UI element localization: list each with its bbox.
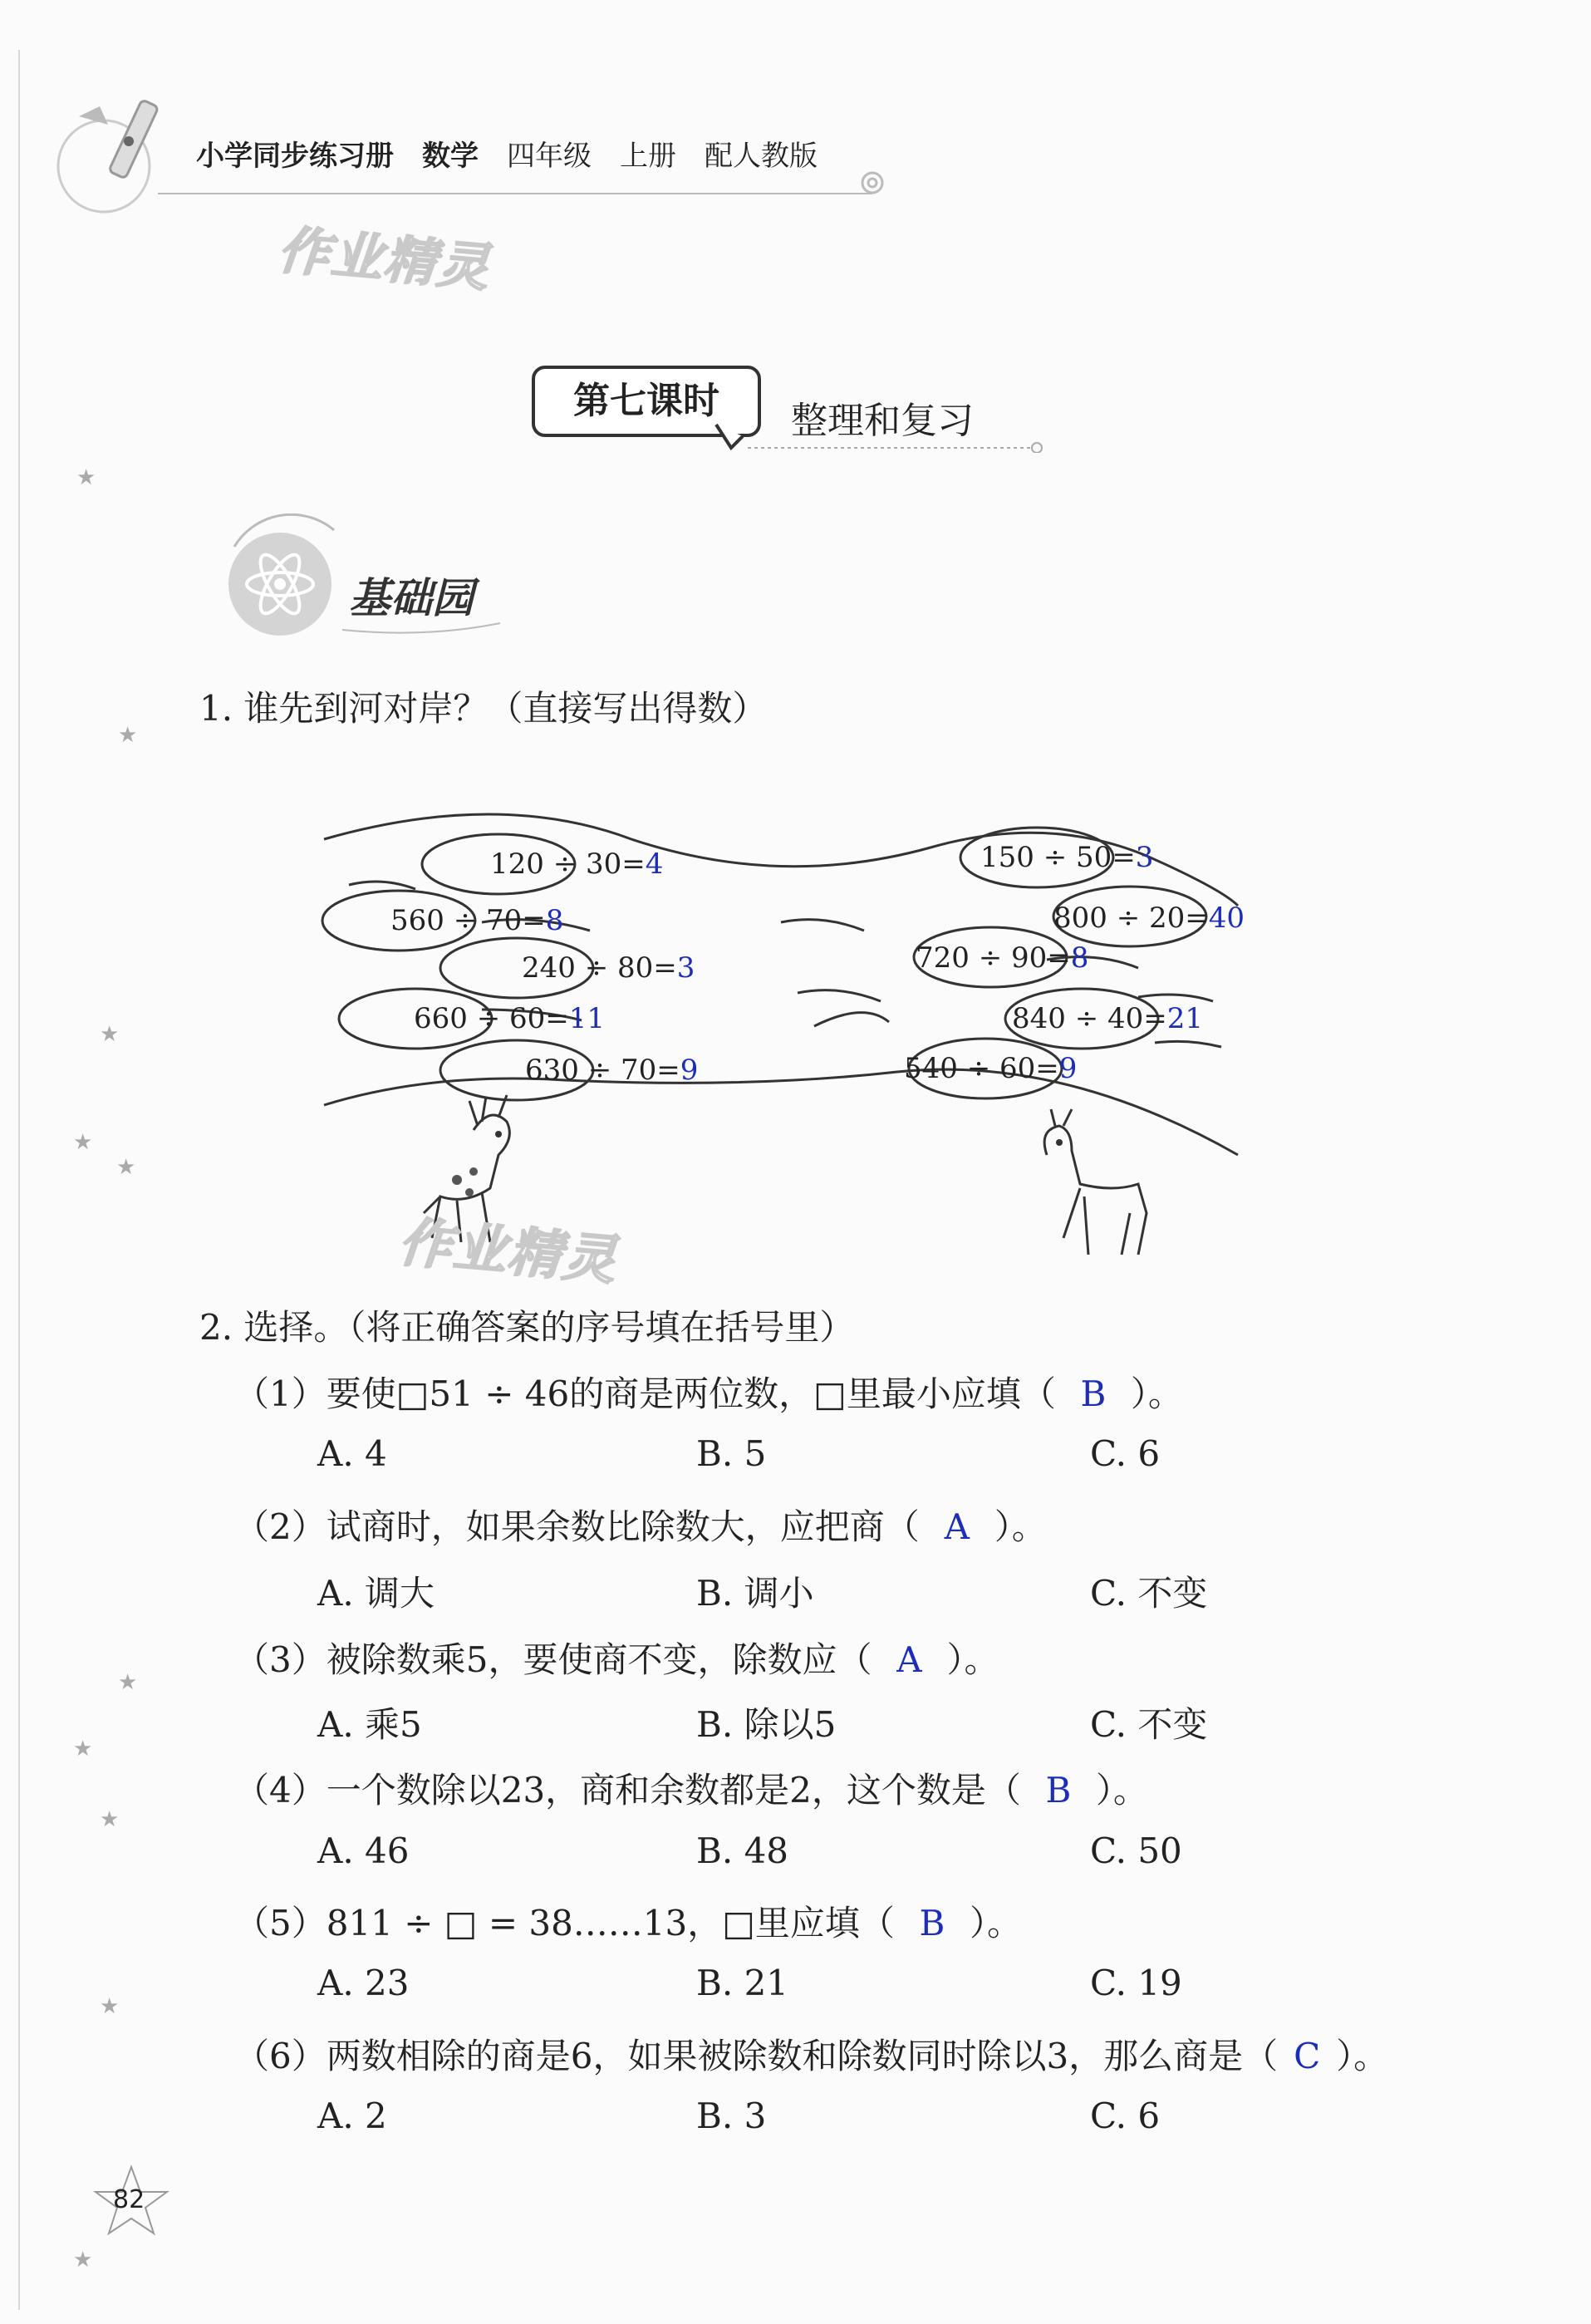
option-a: A. 23 xyxy=(317,1963,410,2003)
equation-right-1: 150 ÷ 50=3 xyxy=(980,841,1154,874)
question-2-1: （1）要使□51 ÷ 46的商是两位数，□里最小应填（ B ）。 xyxy=(234,1373,1183,1414)
option-b: B. 3 xyxy=(696,2096,767,2136)
question-2-2: （2）试商时，如果余数比除数大，应把商（ A ）。 xyxy=(234,1506,1047,1547)
goat-icon xyxy=(1014,1105,1163,1271)
equation-left-4: 660 ÷ 60=11 xyxy=(414,1002,606,1035)
option-a: A. 2 xyxy=(317,2096,387,2136)
equation-left-2: 560 ÷ 70=8 xyxy=(390,904,564,937)
question-2-prompt: 2. 选择。（将正确答案的序号填在括号里） xyxy=(199,1307,855,1348)
star-icon: ★ xyxy=(73,1737,93,1761)
lesson-label: 第七课时 xyxy=(532,366,761,437)
star-icon: ★ xyxy=(100,1022,120,1047)
equation-right-5: 540 ÷ 60=9 xyxy=(904,1052,1078,1085)
section-title: 基础园 xyxy=(349,573,474,622)
option-c: C. 19 xyxy=(1090,1963,1182,2003)
star-icon: ★ xyxy=(118,723,138,748)
page-number: 82 xyxy=(113,2185,145,2214)
option-a: A. 46 xyxy=(317,1830,410,1871)
question-2-3: （3）被除数乘5，要使商不变，除数应（ A ）。 xyxy=(234,1639,999,1680)
option-b: B. 5 xyxy=(696,1433,767,1474)
equation-left-1: 120 ÷ 30=4 xyxy=(490,848,664,881)
equation-right-3: 720 ÷ 90=8 xyxy=(916,941,1089,975)
option-b: B. 除以5 xyxy=(696,1704,837,1745)
option-a: A. 调大 xyxy=(317,1573,435,1614)
option-b: B. 21 xyxy=(696,1963,789,2003)
question-2-6: （6）两数相除的商是6，如果被除数和除数同时除以3，那么商是（ C ）。 xyxy=(234,2036,1389,2076)
option-b: B. 调小 xyxy=(696,1573,814,1614)
pencil-mascot-icon xyxy=(46,91,179,216)
watermark-top: 作业精灵 xyxy=(275,219,494,298)
star-icon: ★ xyxy=(100,1807,120,1832)
left-border-line xyxy=(18,50,20,2310)
option-c: C. 不变 xyxy=(1090,1573,1208,1614)
option-b: B. 48 xyxy=(696,1830,789,1871)
question-2-4: （4）一个数除以23，商和余数都是2，这个数是（ B ）。 xyxy=(234,1770,1148,1811)
header-title: 小学同步练习册 数学 四年级 上册 配人教版 xyxy=(196,140,818,173)
question-2-5: （5）811 ÷ □ = 38……13，□里应填（ B ）。 xyxy=(234,1903,1022,1943)
star-icon: ★ xyxy=(118,1670,138,1695)
star-icon: ★ xyxy=(100,1994,120,2019)
option-c: C. 6 xyxy=(1090,2096,1161,2136)
option-c: C. 不变 xyxy=(1090,1704,1208,1745)
option-a: A. 4 xyxy=(317,1433,387,1474)
option-c: C. 50 xyxy=(1090,1830,1182,1871)
star-icon: ★ xyxy=(76,465,96,490)
header-rule xyxy=(158,193,872,194)
star-icon: ★ xyxy=(73,2248,93,2272)
equation-right-2: 800 ÷ 20=40 xyxy=(1053,902,1245,935)
equation-right-4: 840 ÷ 40=21 xyxy=(1012,1002,1204,1035)
star-icon: ★ xyxy=(73,1130,93,1155)
lesson-title: 整理和复习 xyxy=(791,400,974,442)
equation-left-3: 240 ÷ 80=3 xyxy=(522,951,695,985)
swirl-icon xyxy=(856,166,897,199)
watermark-middle: 作业精灵 xyxy=(395,1211,621,1293)
option-c: C. 6 xyxy=(1090,1433,1161,1474)
equation-left-5: 630 ÷ 70=9 xyxy=(525,1054,699,1087)
option-a: A. 乘5 xyxy=(317,1704,422,1745)
question-1-prompt: 1. 谁先到河对岸？（直接写出得数） xyxy=(199,688,768,729)
star-icon: ★ xyxy=(116,1155,136,1180)
